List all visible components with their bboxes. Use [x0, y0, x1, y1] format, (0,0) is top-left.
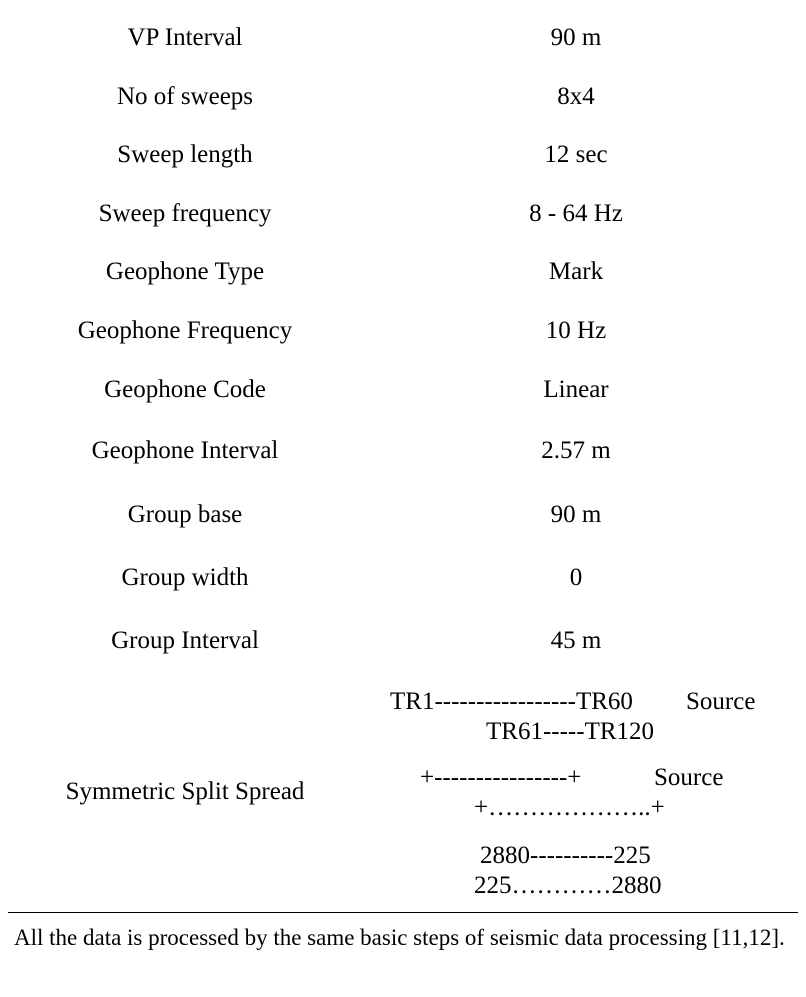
table-row: [0, 495, 806, 535]
source-label-upper: Source: [686, 688, 756, 715]
row-label: VP Interval: [127, 24, 243, 51]
spread-row: [0, 680, 806, 902]
row-value: 8x4: [557, 83, 595, 110]
body-paragraph: All the data is processed by the same basic steps of seismic data processing [11,12].: [14, 925, 785, 950]
row-label: Group base: [127, 501, 243, 528]
table-row: [0, 135, 806, 175]
row-label: Group Interval: [111, 627, 259, 654]
row-value: Mark: [548, 258, 604, 285]
row-value: 45 m: [550, 627, 602, 654]
row-value: Linear: [543, 376, 609, 403]
row-value: 90 m: [550, 501, 602, 528]
row-label: Geophone Code: [104, 376, 266, 403]
table-row: [0, 252, 806, 292]
table-row: [0, 77, 806, 117]
row-label: Geophone Interval: [91, 437, 279, 464]
table-row: [0, 370, 806, 410]
row-label: No of sweeps: [116, 83, 254, 110]
row-label: Sweep length: [117, 141, 253, 168]
spread-label: Symmetric Split Spread: [65, 778, 305, 805]
row-value: 12 sec: [544, 141, 608, 168]
spread-line-plus: +----------------+: [420, 764, 582, 791]
row-value: 2.57 m: [541, 437, 611, 464]
table-row: [0, 431, 806, 471]
table-row: [0, 558, 806, 598]
spread-line-tr1-tr60: TR1-----------------TR60: [390, 688, 633, 715]
table-row: [0, 311, 806, 351]
table-row: [0, 621, 806, 661]
spread-offset-line: 2880----------225: [480, 842, 651, 869]
row-value: 0: [569, 564, 583, 591]
source-label-lower: Source: [654, 764, 724, 791]
row-value: 8 - 64 Hz: [529, 200, 623, 227]
row-label: Geophone Frequency: [77, 317, 293, 344]
row-label: Sweep frequency: [98, 200, 272, 227]
row-label: Geophone Type: [105, 258, 265, 285]
row-label: Group width: [121, 564, 249, 591]
spread-line-tr61-tr120: TR61-----TR120: [486, 718, 655, 745]
table-bottom-rule: [8, 912, 798, 913]
spread-offset-line-dotted: 225…………2880: [474, 872, 662, 899]
row-value: 10 Hz: [545, 317, 607, 344]
spread-line-plus-dotted: +………………..+: [474, 794, 665, 821]
table-row: [0, 194, 806, 234]
table-row: [0, 18, 806, 58]
row-value: 90 m: [550, 24, 602, 51]
